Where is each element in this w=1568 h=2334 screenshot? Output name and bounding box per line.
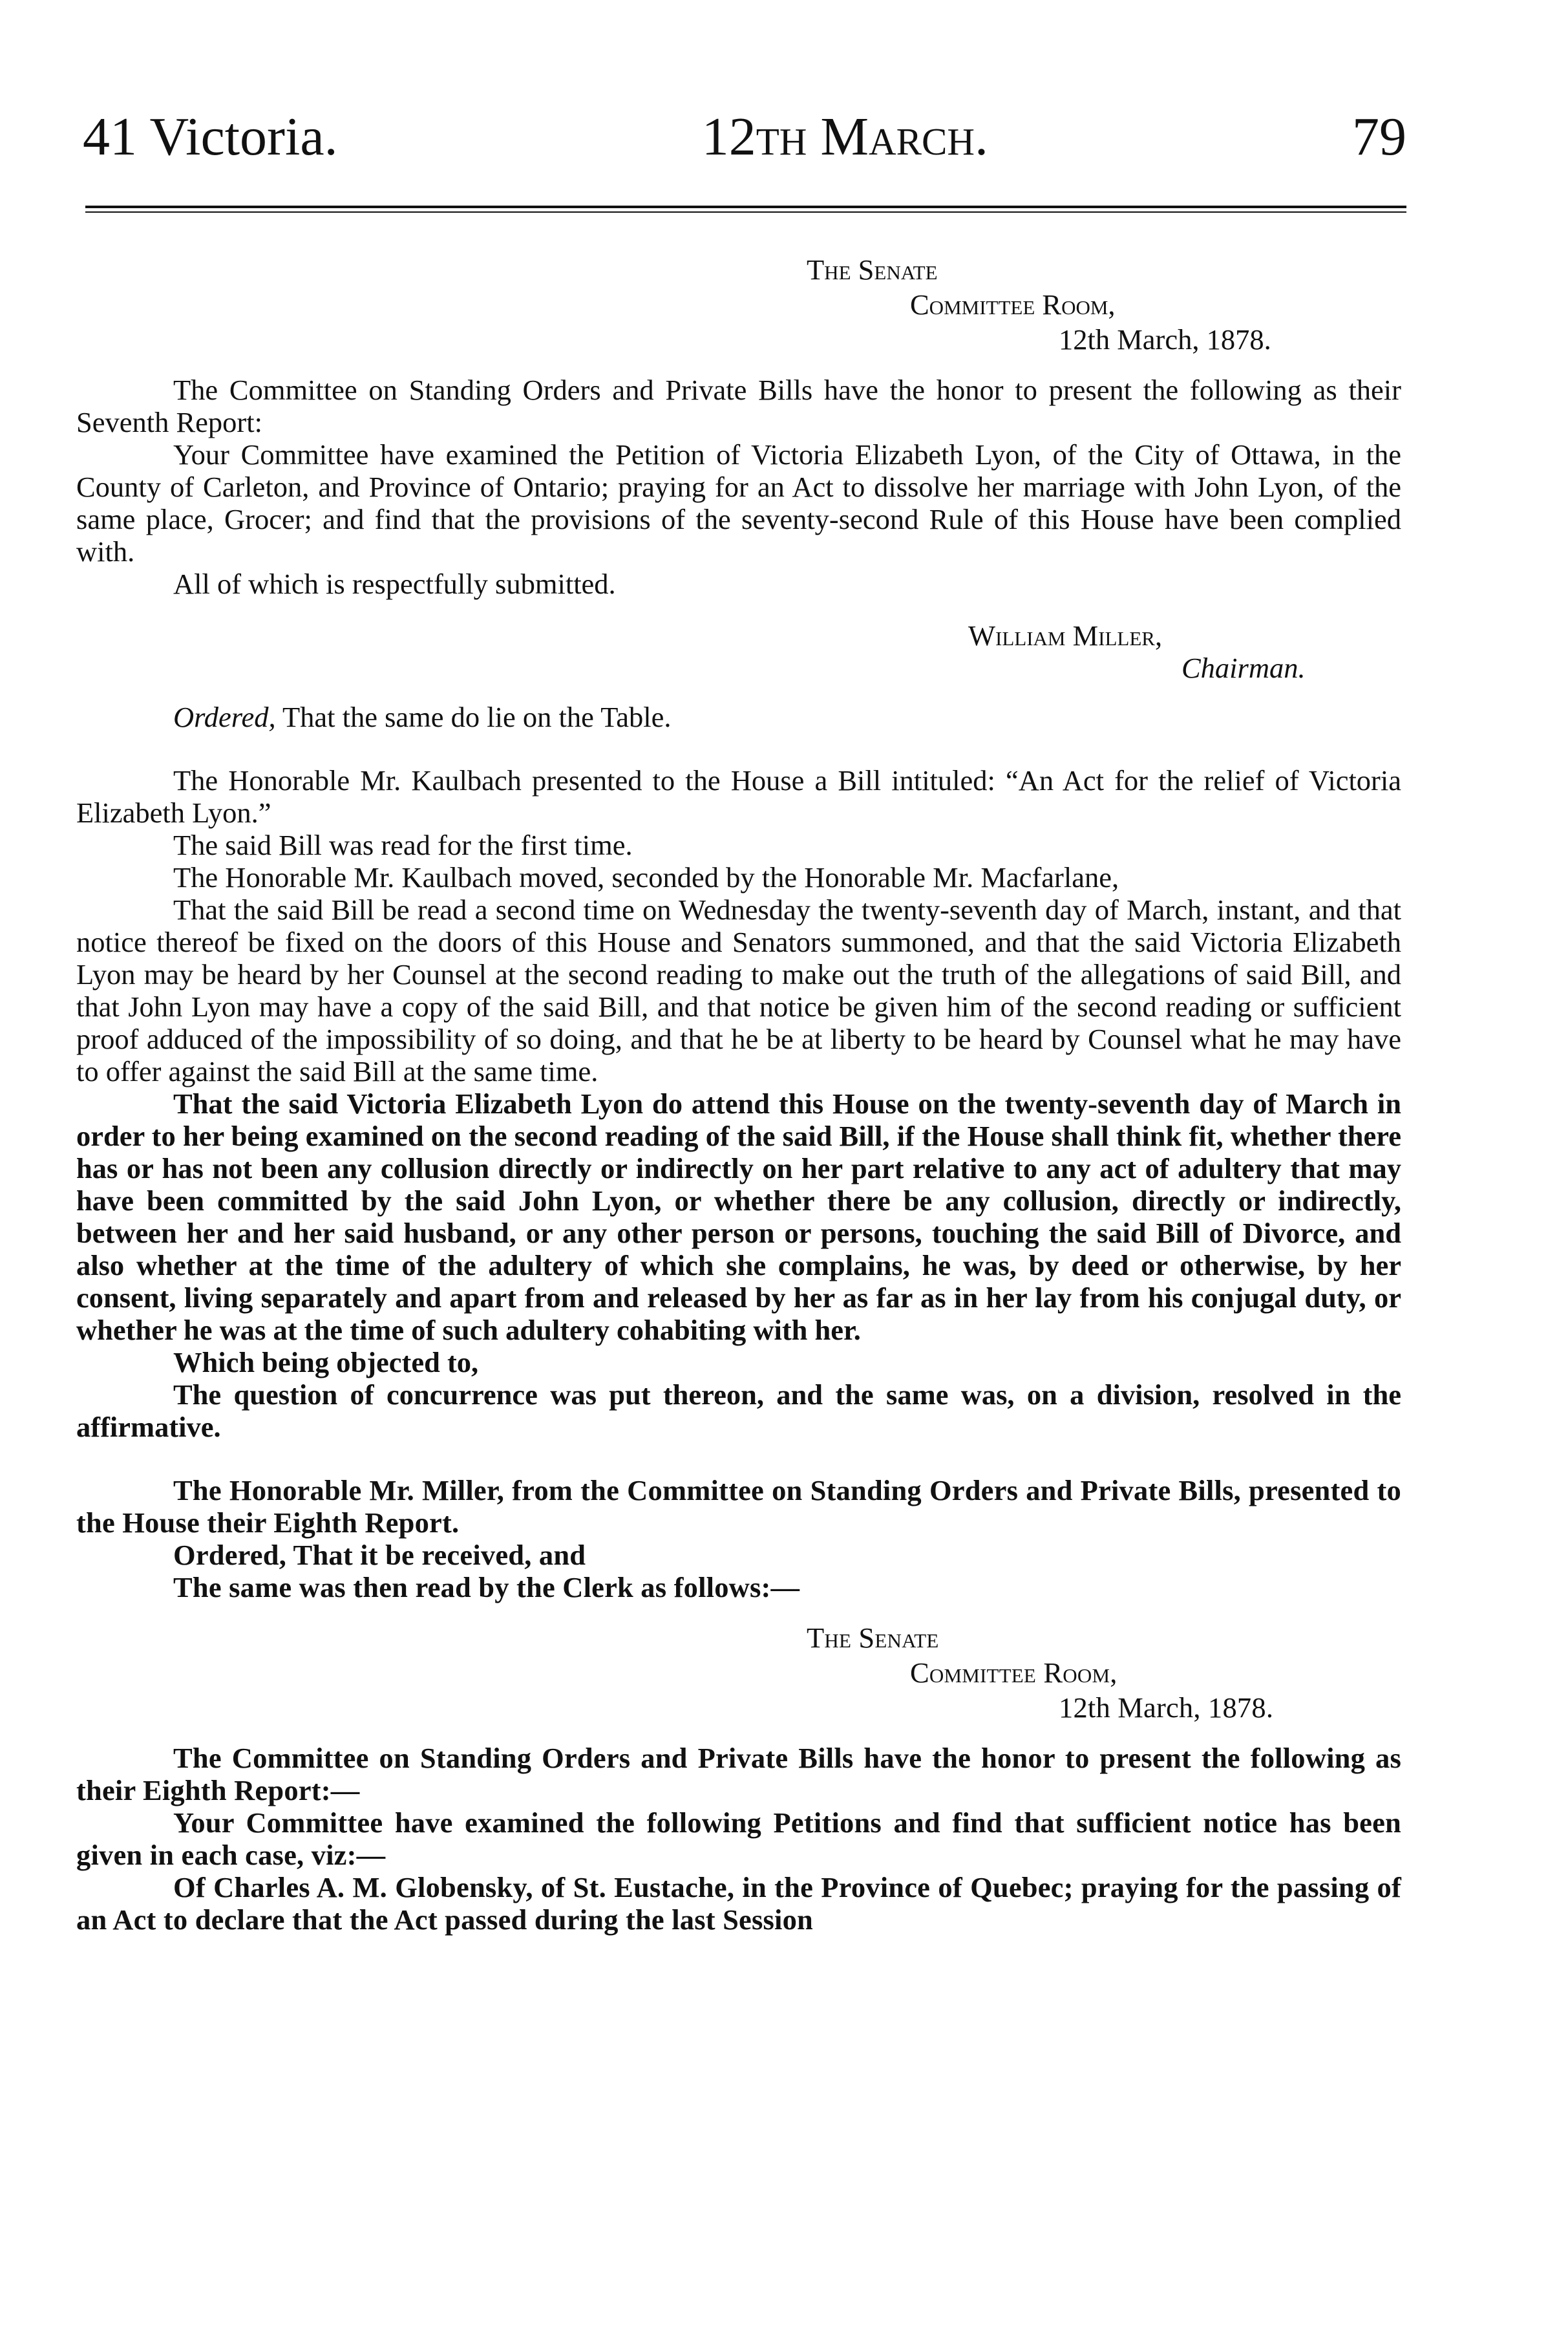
address-line: Committee Room, (910, 1656, 1118, 1689)
division-result: The question of concurrence was put thereon, and the same was, on a division, resolved in the affirmative. (76, 1378, 1401, 1443)
address-line: The Senate (807, 1622, 939, 1654)
date-heading: 12th March. (701, 107, 988, 167)
report1-address (807, 252, 1401, 357)
motion-attendance: That the said Victoria Elizabeth Lyon do attend this House on the twenty-seventh day of March in order to her being examined on the second reading of the said Bill, if the House shall think fit, whether there has or has not been any collusion directly or indirectly on her part relative to any act of adultery that may have been committed by the said John Lyon, or whether there be any collusion, directly or indirectly, between her and her said husband, or any other person or persons, touching the said Bill of Divorce, and also whether at the time of the adultery of which she complains, he was, by deed or otherwise, by her consent, living separately and apart from and released by her as far as in her lay from his conjugal duty, or whether he was at the time of such adultery cohabiting with her. (76, 1087, 1401, 1346)
signatory-title: Chairman. (1181, 652, 1306, 684)
bill-moved: The Honorable Mr. Kaulbach moved, seconded by the Honorable Mr. Macfarlane, (173, 861, 1119, 894)
objection: Which being objected to, (173, 1346, 479, 1378)
running-head (83, 107, 1406, 167)
report2-address (807, 1620, 1401, 1725)
ordered-paragraph (76, 701, 1401, 733)
report1-body: Your Committee have examined the Petition of Victoria Elizabeth Lyon, of the City of Ottawa, in the County of Carleton, and Province of Ontario; praying for an Act to dissolve her marriage with John Lyon, of the same place, Grocer; and find that the provisions of the seventy-second Rule of this House have been complied with. (76, 438, 1401, 568)
report1-closing: All of which is respectfully submitted. (173, 568, 616, 600)
header-rule (85, 206, 1406, 213)
address-line: The Senate (807, 253, 938, 286)
report1-signature (968, 619, 1401, 684)
address-date: 12th March, 1878. (1059, 323, 1271, 356)
bill-presented: The Honorable Mr. Kaulbach presented to the House a Bill intituled: “An Act for the relief of Victoria Elizabeth Lyon.” (76, 764, 1401, 829)
page-body (76, 252, 1401, 1936)
address-date: 12th March, 1878. (1059, 1691, 1274, 1724)
motion-second-reading: That the said Bill be read a second time on Wednesday the twenty-seventh day of March, instant, and that notice thereof be fixed on the doors of this House and Senators summoned, and that the said Victoria Elizabeth Lyon may be heard by her Counsel at the second reading to make out the truth of the allegations of said Bill, and that John Lyon may have a copy of the said Bill, and that notice be given him of the second reading or sufficient proof adduced of the impossibility of so doing, and that he be at liberty to be heard by Counsel what he may have to offer against the said Bill at the same time. (76, 894, 1401, 1087)
signatory-name: William Miller, (968, 619, 1163, 652)
regnal-year: 41 Victoria. (83, 107, 338, 167)
ordered-text: That the same do lie on the Table. (282, 701, 672, 733)
report2-body: Your Committee have examined the following Petitions and find that sufficient notice has been given in each case, viz:— (76, 1806, 1401, 1871)
ordered-label: Ordered, (173, 701, 276, 733)
eighth-report-section (76, 1474, 1401, 1936)
report2-read: The same was then read by the Clerk as follows:— (173, 1571, 800, 1603)
report2-item: Of Charles A. M. Globensky, of St. Eustache, in the Province of Quebec; praying for the passing of an Act to declare that the Act passed during the last Session (76, 1871, 1401, 1936)
report1-intro: The Committee on Standing Orders and Private Bills have the honor to present the following as their Seventh Report: (76, 374, 1401, 438)
page-number: 79 (1351, 107, 1406, 167)
report2-presented: The Honorable Mr. Miller, from the Committee on Standing Orders and Private Bills, presented to the House their Eighth Report. (76, 1474, 1401, 1539)
address-line: Committee Room, (910, 288, 1116, 321)
bill-first-reading: The said Bill was read for the first time. (173, 829, 633, 861)
report2-intro: The Committee on Standing Orders and Private Bills have the honor to present the following as their Eighth Report:— (76, 1742, 1401, 1806)
report2-ordered: Ordered, That it be received, and (173, 1539, 586, 1571)
